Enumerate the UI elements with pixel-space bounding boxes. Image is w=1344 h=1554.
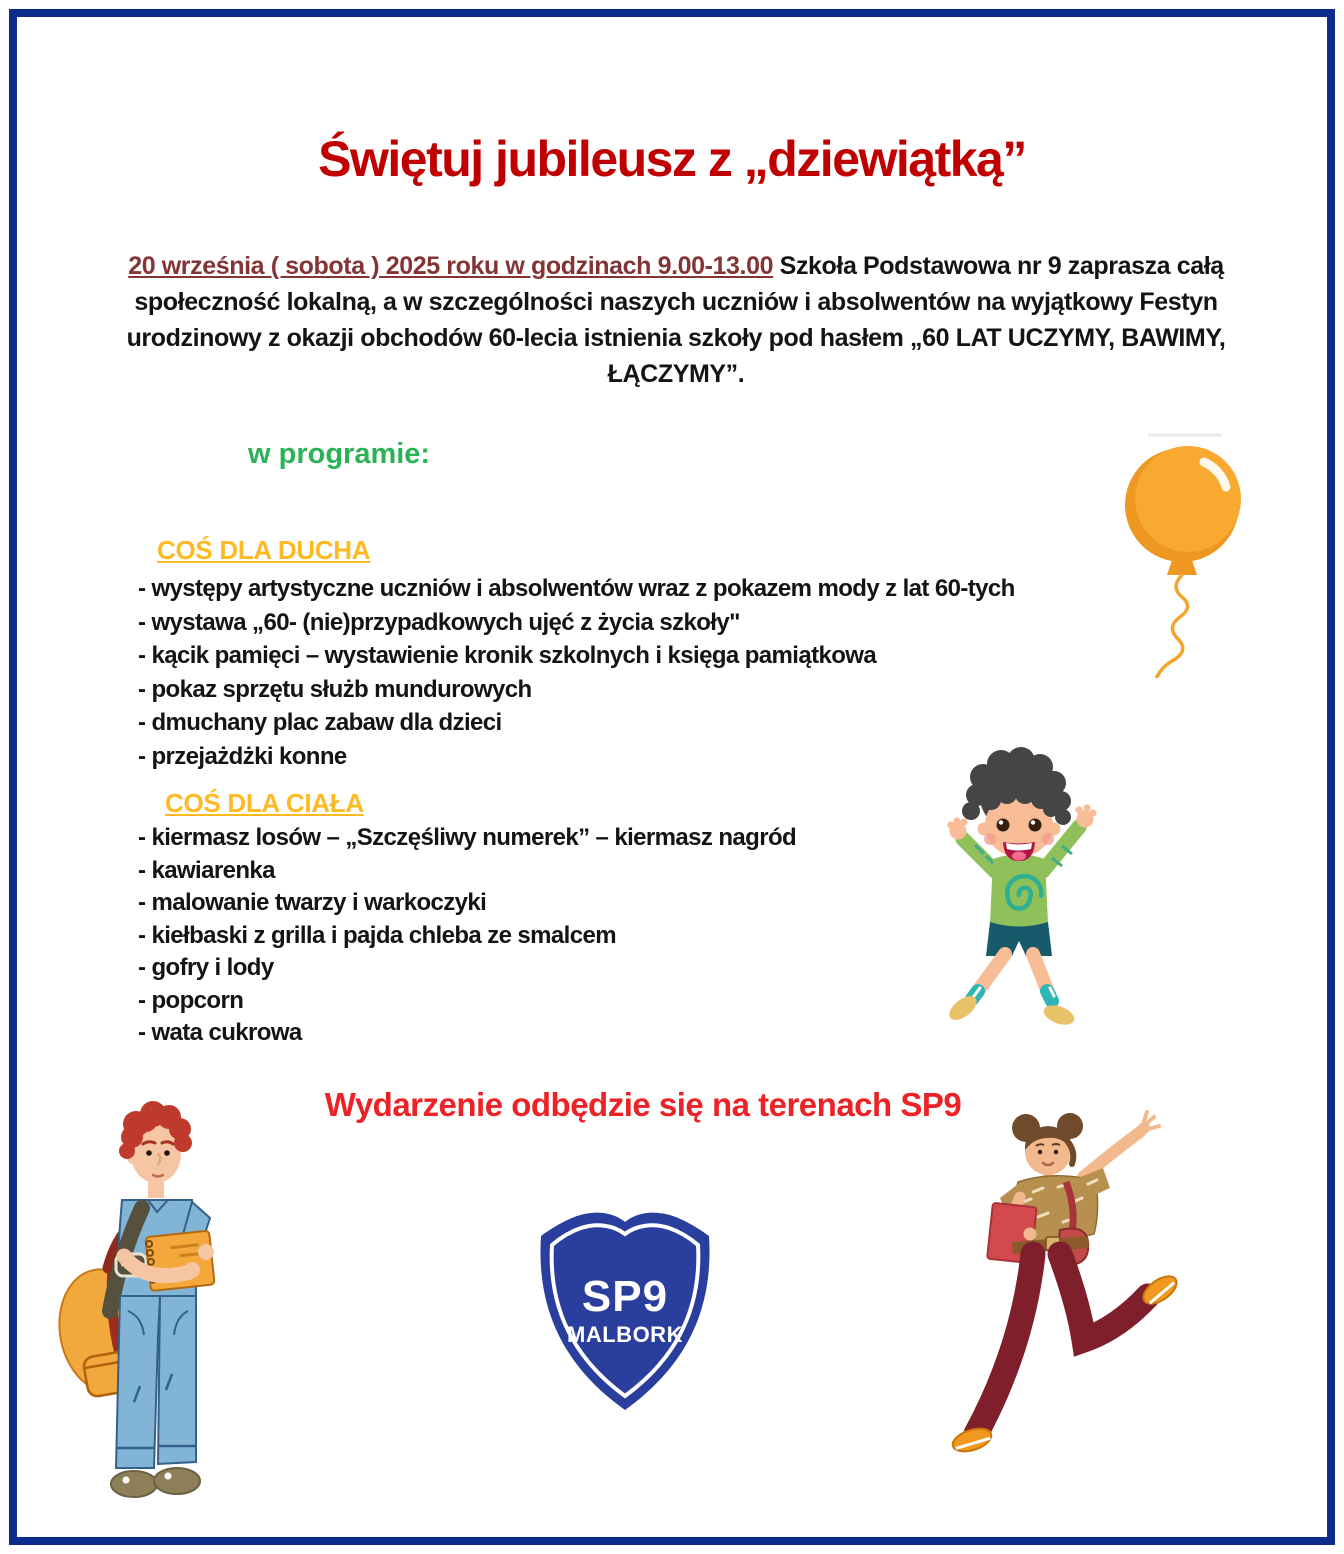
list-item: - dmuchany plac zabaw dla dzieci	[138, 709, 502, 736]
event-date: 20 września ( sobota ) 2025 roku w godzinach 9.00-13.00	[128, 252, 774, 280]
intro-text: Szkoła Podstawowa nr 9 zaprasza całą społeczność lokalną, a w szczególności naszych uczniów i absolwentów na wyjątkowy Festyn urodzinowy z okazji obchodów 60-lecia istnienia szkoły pod hasłem „60 LAT UCZYMY, BAWIMY, ŁĄCZYMY”.	[126, 252, 1226, 388]
list-item: - pokaz sprzętu służb mundurowych	[138, 675, 532, 703]
list-item: - kącik pamięci – wystawienie kronik szkolnych i księga pamiątkowa	[138, 642, 877, 669]
intro-paragraph	[124, 248, 1228, 392]
balloon-illustration	[1120, 430, 1250, 678]
sp9-malbork-shield-icon	[533, 1208, 720, 1423]
section-heading-dla-ducha: COŚ DLA DUCHA	[157, 535, 371, 565]
jumping-boy-illustration	[933, 743, 1105, 1035]
list-item: - wystawa „60- (nie)przypadkowych ujęć z życia szkoły"	[138, 608, 740, 636]
orange-balloon-icon	[1120, 430, 1250, 678]
jumping-boy-icon	[933, 743, 1105, 1035]
program-list-dla-ciala	[138, 822, 796, 1050]
program-label: w programie:	[248, 438, 431, 470]
logo-text-malbork: MALBORK	[567, 1322, 683, 1347]
student-boy-illustration	[50, 1096, 265, 1508]
section-heading-dla-ciala: COŚ DLA CIAŁA	[165, 788, 364, 818]
list-item: - malowanie twarzy i warkoczyki	[138, 889, 487, 916]
list-item: - kiermasz losów – „Szczęśliwy numerek” – kiermasz nagród	[138, 824, 797, 851]
page-title: Świętuj jubileusz z „dziewiątką”	[318, 131, 1026, 187]
school-logo	[533, 1208, 720, 1423]
logo-text-sp9: SP9	[581, 1272, 669, 1321]
running-girl-illustration	[948, 1102, 1198, 1474]
list-item: - wata cukrowa	[138, 1019, 302, 1046]
boy-with-backpack-icon	[50, 1096, 265, 1508]
list-item: - występy artystyczne uczniów i absolwentów wraz z pokazem mody z lat 60-tych	[138, 575, 1015, 602]
event-location-note: Wydarzenie odbędzie się na terenach SP9	[324, 1086, 962, 1123]
list-item: - popcorn	[138, 986, 244, 1014]
list-item: - kiełbaski z grilla i pajda chleba ze smalcem	[138, 921, 616, 949]
list-item: - gofry i lody	[138, 954, 274, 981]
program-list-dla-ducha	[138, 572, 1015, 773]
list-item: - przejażdżki konne	[138, 742, 347, 770]
list-item: - kawiarenka	[138, 856, 275, 884]
running-girl-icon	[948, 1102, 1198, 1474]
